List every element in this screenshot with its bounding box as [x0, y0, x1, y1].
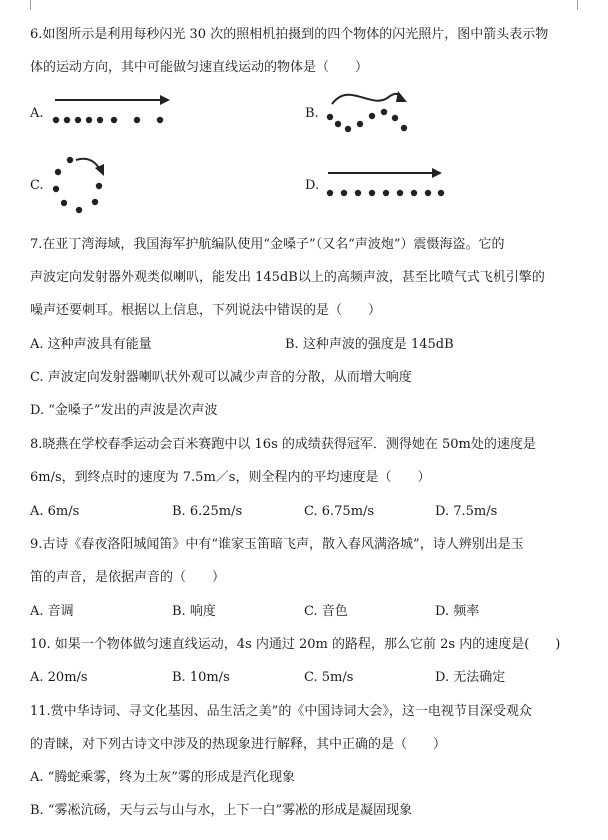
q11-option-b: B. “雾凇沆砀，天与云与山与水，上下一白”雾凇的形成是凝固现象 [30, 803, 413, 818]
q7-option-b: B. 这种声波的强度是 145dB [285, 337, 454, 352]
q6-option-d-label: D. [305, 178, 320, 193]
q11-stem-line1: 11.赏中华诗词、寻文化基因、品生活之美”的《中国诗词大会》，这一电视节目深受观众 [30, 704, 532, 719]
q8-option-d: D. 7.5m/s [435, 504, 498, 519]
q10-option-d: D. 无法确定 [435, 670, 506, 685]
q7-stem-line3: 噪声还要刺耳。根据以上信息，下列说法中错误的是（ ） [30, 303, 382, 318]
q8-option-b: B. 6.25m/s [172, 504, 243, 519]
q9-option-b: B. 响度 [172, 604, 216, 619]
q9-option-d: D. 频率 [435, 604, 480, 619]
q10-option-a: A. 20m/s [30, 670, 88, 685]
q8-stem-line1: 8.晓燕在学校春季运动会百米赛跑中以 16s 的成绩获得冠军．测得她在 50m处的速度是 [30, 437, 536, 452]
q9-stem-line1: 9.古诗《春夜洛阳城闻笛》中有“谁家玉笛暗飞声，散入春风满洛城”，诗人辨别出是玉 [30, 537, 524, 552]
q6-stem-line2: 体的运动方向，其中可能做匀速直线运动的物体是（ ） [30, 60, 369, 75]
q11-stem-line2: 的青睐，对下列古诗文中涉及的热现象进行解释，其中正确的是（ ） [30, 737, 447, 752]
q7-option-a: A. 这种声波具有能量 [30, 337, 152, 352]
q6-option-c-label: C. [30, 178, 44, 193]
q6-option-b-label: B. [305, 106, 319, 121]
q10-option-b: B. 10m/s [172, 670, 230, 685]
q9-stem-line2: 笛的声音，是依据声音的（ ） [30, 570, 226, 585]
q7-stem-line2: 声波定向发射器外观类似喇叭，能发出 145dB以上的高频声波，甚至比喷气式飞机引擎的 [30, 270, 545, 285]
q8-option-c: C. 6.75m/s [304, 504, 375, 519]
q10-option-c: C. 5m/s [304, 670, 354, 685]
q6-stem-line1: 6.如图所示是利用每秒闪光 30 次的照相机拍摄到的四个物体的闪光照片，图中箭头表示物 [30, 27, 549, 42]
q9-option-c: C. 音色 [304, 604, 348, 619]
arrow-right-icon [328, 168, 442, 178]
q8-stem-line2: 6m/s，到终点时的速度为 7.5m／s，则全程内的平均速度是（ ） [30, 470, 431, 485]
q6-option-a-label: A. [30, 106, 44, 121]
q8-option-a: A. 6m/s [30, 504, 80, 519]
q7-stem-line1: 7.在亚丁湾海域，我国海军护航编队使用“金嗓子”（又名“声波炮”）震慑海盗。它的 [30, 237, 505, 252]
flash-dots [327, 190, 444, 196]
q7-option-d: D. “金嗓子”发出的声波是次声波 [30, 403, 218, 418]
q10-stem-line1: 10. 如果一个物体做匀速直线运动，4s 内通过 20m 的路程，那么它前 2s 内的速度是( ) [30, 637, 561, 652]
q6-figure-d [0, 0, 608, 230]
q11-option-a: A. “腾蛇乘雾，终为土灰”雾的形成是汽化现象 [30, 770, 295, 785]
q7-option-c: C. 声波定向发射器喇叭状外观可以减少声音的分散，从而增大响度 [30, 370, 412, 385]
q9-option-a: A. 音调 [30, 604, 74, 619]
